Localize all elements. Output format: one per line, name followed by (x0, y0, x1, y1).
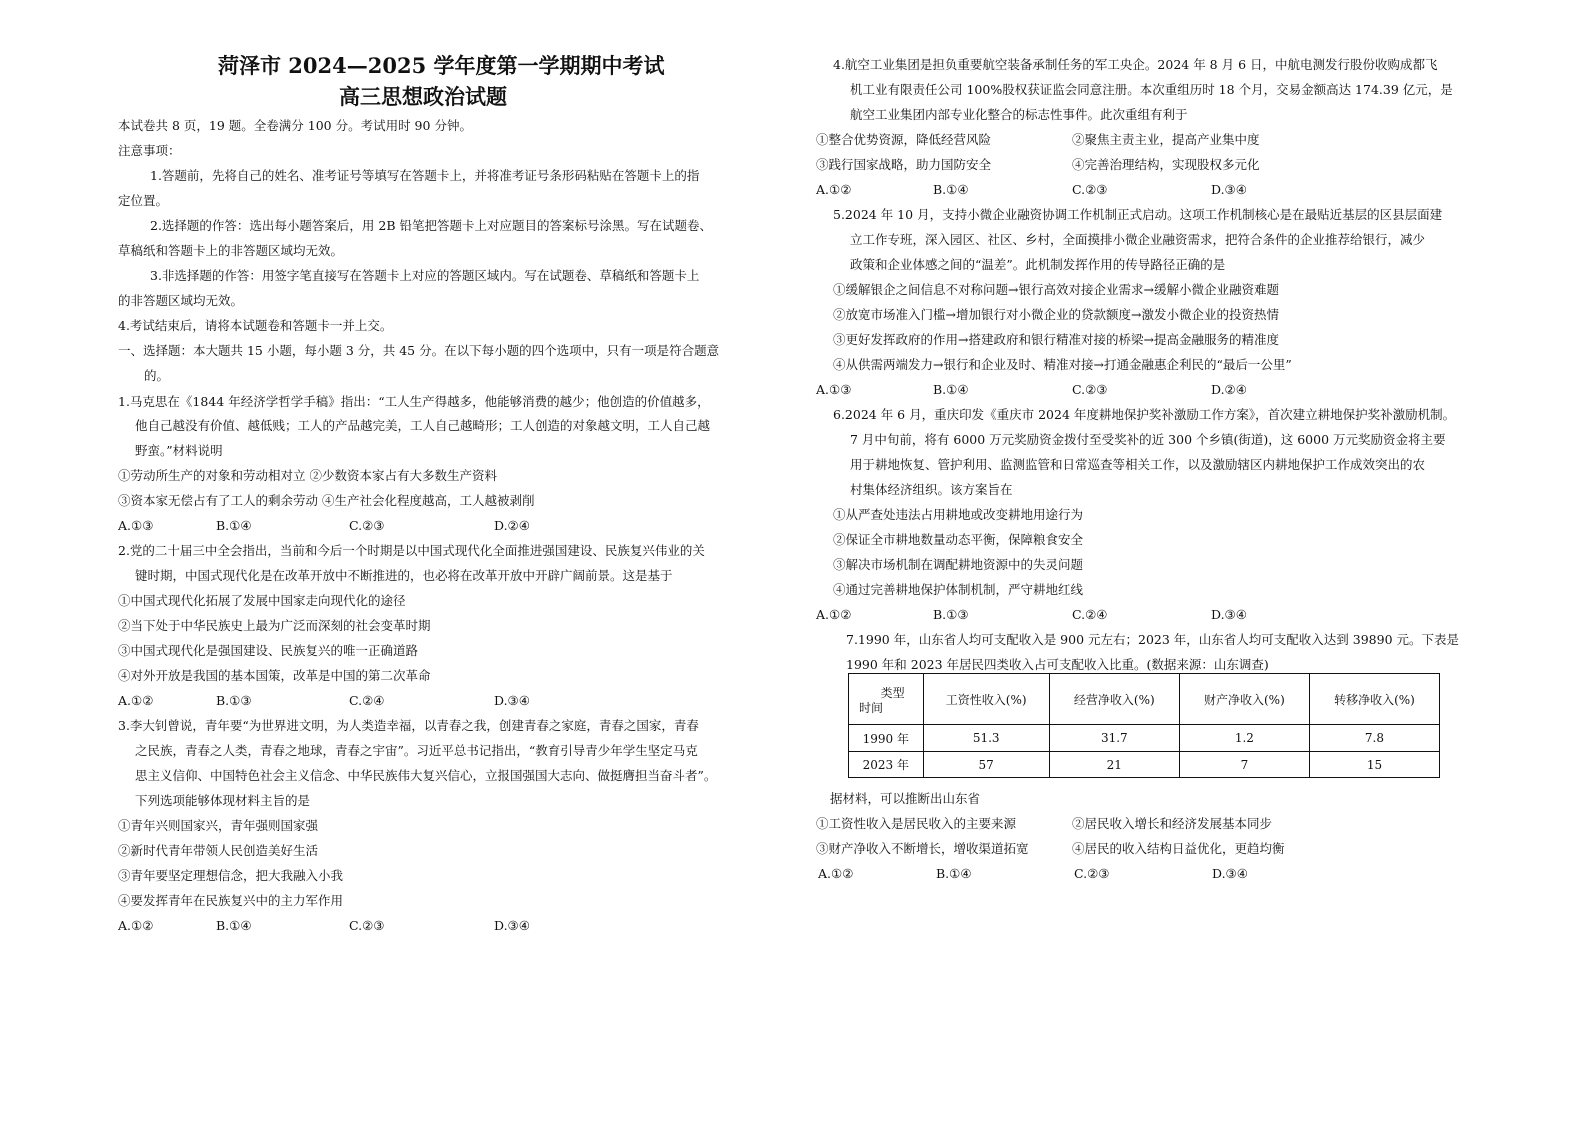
q3-statement-1: ①青年兴则国家兴，青年强则国家强 (118, 818, 319, 833)
q3-statement-3: ③青年要坚定理想信念，把大我融入小我 (118, 868, 344, 883)
q4-statement-3: ③践行国家战略，助力国防安全 (816, 157, 992, 172)
q1-statements-1: ①劳动所生产的对象和劳动相对立 ②少数资本家占有大多数生产资料 (118, 468, 497, 483)
q3-statement-4: ④要发挥青年在民族复兴中的主力军作用 (118, 893, 344, 908)
table-cell: 31.7 (1049, 725, 1179, 752)
table-header-row (849, 674, 1440, 725)
notice-1: 1.答题前，先将自己的姓名、准考证号等填写在答题卡上，并将准考证号条形码粘贴在答题卡上的指 (150, 168, 700, 183)
exam-summary: 本试卷共 8 页，19 题。全卷满分 100 分。考试用时 90 分钟。 (118, 118, 472, 133)
q1-stem-2: 他自己越没有价值、越低贱；工人的产品越完美，工人自己越畸形；工人创造的对象越文明，工人自己越 (135, 418, 711, 433)
q5-option-d[interactable]: D.②④ (1211, 382, 1247, 397)
q4-statement-1: ①整合优势资源，降低经营风险 (816, 132, 992, 147)
q1-option-a[interactable]: A.①③ (118, 518, 154, 533)
q4-option-d[interactable]: D.③④ (1211, 182, 1247, 197)
q2-statement-4: ④对外开放是我国的基本国策，改革是中国的第二次革命 (118, 668, 431, 683)
q3-option-c[interactable]: C.②③ (349, 918, 385, 933)
q6-stem-3: 用于耕地恢复、管护利用、监测监管和日常巡查等相关工作，以及激励辖区内耕地保护工作成效突出的农 (850, 457, 1426, 472)
q2-option-d[interactable]: D.③④ (494, 693, 530, 708)
q1-option-c[interactable]: C.②③ (349, 518, 385, 533)
q1-option-b[interactable]: B.①④ (216, 518, 252, 533)
q7-option-d[interactable]: D.③④ (1212, 866, 1248, 881)
q5-stem-3: 政策和企业体感之间的“温差”。此机制发挥作用的传导路径正确的是 (850, 257, 1226, 272)
q7-option-a[interactable]: A.①② (818, 866, 854, 881)
q3-stem-4: 下列选项能够体现材料主旨的是 (135, 793, 311, 808)
q6-option-b[interactable]: B.①③ (933, 607, 969, 622)
table-header-cell: 转移净收入(%) (1309, 674, 1439, 725)
q3-option-a[interactable]: A.①② (118, 918, 154, 933)
table-cell: 7.8 (1309, 725, 1439, 752)
q3-stem-2: 之民族，青春之人类，青春之地球，青春之宇宙”。习近平总书记指出，“教育引导青少年学生坚定马克 (135, 743, 698, 758)
q3-stem-3: 思主义信仰、中国特色社会主义信念、中华民族伟大复兴信心，立报国强国大志向、做挺膺担当奋斗者”。 (135, 768, 717, 783)
notice-title: 注意事项： (118, 143, 181, 158)
q5-statement-3: ③更好发挥政府的作用→搭建政府和银行精准对接的桥梁→提高金融服务的精准度 (833, 332, 1279, 347)
table-header-cell: 经营净收入(%) (1049, 674, 1179, 725)
table-cell: 57 (923, 752, 1049, 778)
q1-statements-2: ③资本家无偿占有了工人的剩余劳动 ④生产社会化程度越高，工人越被剥削 (118, 493, 535, 508)
q7-statement-4: ④居民的收入结构日益优化，更趋均衡 (1072, 841, 1285, 856)
q1-stem-3: 野蛮。”材料说明 (135, 443, 223, 458)
q6-option-d[interactable]: D.③④ (1211, 607, 1247, 622)
q3-option-d[interactable]: D.③④ (494, 918, 530, 933)
q4-statement-4: ④完善治理结构，实现股权多元化 (1072, 157, 1260, 172)
q3-stem: 3.李大钊曾说，青年要“为世界进文明，为人类造幸福，以青春之我，创建青春之家庭，青春之国家，青春 (118, 718, 699, 733)
q5-stem: 5.2024 年 10 月，支持小微企业融资协调工作机制正式启动。这项工作机制核心是在最贴近基层的区县层面建 (833, 207, 1443, 222)
q5-option-a[interactable]: A.①③ (816, 382, 852, 397)
q1-option-d[interactable]: D.②④ (494, 518, 530, 533)
q7-statement-3: ③财产净收入不断增长，增收渠道拓宽 (816, 841, 1029, 856)
q4-stem-3: 航空工业集团内部专业化整合的标志性事件。此次重组有利于 (850, 107, 1188, 122)
q4-option-a[interactable]: A.①② (816, 182, 852, 197)
q7-stem: 7.1990 年，山东省人均可支配收入是 900 元左右；2023 年，山东省人均可支配收入达到 39890 元。下表是 (846, 632, 1460, 647)
q2-statement-1: ①中国式现代化拓展了发展中国家走向现代化的途径 (118, 593, 406, 608)
section-heading: 一、选择题：本大题共 15 小题，每小题 3 分，共 45 分。在以下每小题的四个选项中，只有一项是符合题意 (118, 343, 720, 358)
table-cell: 7 (1179, 752, 1309, 778)
q7-option-b[interactable]: B.①④ (936, 866, 972, 881)
q2-statement-3: ③中国式现代化是强国建设、民族复兴的唯一正确道路 (118, 643, 419, 658)
q2-stem-2: 键时期，中国式现代化是在改革开放中不断推进的，也必将在改革开放中开辟广阔前景。这是基于 (135, 568, 673, 583)
notice-2: 2.选择题的作答：选出每小题答案后，用 2B 铅笔把答题卡上对应题目的答案标号涂黑。写在试题卷、 (150, 218, 713, 233)
table-cell: 15 (1309, 752, 1439, 778)
q6-statement-4: ④通过完善耕地保护体制机制，严守耕地红线 (833, 582, 1084, 597)
notice-3: 3.非选择题的作答：用签字笔直接写在答题卡上对应的答题区域内。写在试题卷、草稿纸和答题卡上 (150, 268, 700, 283)
q6-stem-2: 7 月中旬前，将有 6000 万元奖励资金拨付至受奖补的近 300 个乡镇(街道)，这 6000 万元奖励资金将主要 (850, 432, 1446, 447)
table-cell: 21 (1049, 752, 1179, 778)
table-row-year: 1990 年 (849, 725, 924, 752)
q2-option-c[interactable]: C.②④ (349, 693, 385, 708)
q4-option-b[interactable]: B.①④ (933, 182, 969, 197)
q2-stem: 2.党的二十届三中全会指出，当前和今后一个时期是以中国式现代化全面推进强国建设、民族复兴伟业的关 (118, 543, 705, 558)
q5-statement-1: ①缓解银企之间信息不对称问题→银行高效对接企业需求→缓解小微企业融资难题 (833, 282, 1279, 297)
exam-subtitle: 高三思想政治试题 (339, 84, 507, 109)
notice-2-cont: 草稿纸和答题卡上的非答题区域均无效。 (118, 243, 344, 258)
q6-statement-2: ②保证全市耕地数量动态平衡，保障粮食安全 (833, 532, 1084, 547)
q6-option-a[interactable]: A.①② (816, 607, 852, 622)
q4-stem: 4.航空工业集团是担负重要航空装备承制任务的军工央企。2024 年 8 月 6 日，中航电测发行股份收购成都飞 (833, 57, 1438, 72)
table-cell: 1.2 (1179, 725, 1309, 752)
q7-option-c[interactable]: C.②③ (1074, 866, 1110, 881)
q5-statement-4: ④从供需两端发力→银行和企业及时、精准对接→打通金融惠企利民的“最后一公里” (833, 357, 1292, 372)
table-header-cell: 财产净收入(%) (1179, 674, 1309, 725)
q7-statement-2: ②居民收入增长和经济发展基本同步 (1072, 816, 1273, 831)
table-header-cell: 工资性收入(%) (923, 674, 1049, 725)
q7-stem-3: 据材料，可以推断出山东省 (830, 791, 981, 806)
corner-time-label: 时间 (859, 701, 884, 715)
notice-4: 4.考试结束后，请将本试题卷和答题卡一并上交。 (118, 318, 393, 333)
q6-statement-3: ③解决市场机制在调配耕地资源中的失灵问题 (833, 557, 1084, 572)
table-row (849, 752, 1440, 778)
q6-statement-1: ①从严查处违法占用耕地或改变耕地用途行为 (833, 507, 1084, 522)
q7-statement-1: ①工资性收入是居民收入的主要来源 (816, 816, 1017, 831)
corner-type-label: 类型 (880, 686, 905, 700)
q7-stem-2: 1990 年和 2023 年居民四类收入占可支配收入比重。(数据来源：山东调查) (846, 657, 1269, 672)
q5-statement-2: ②放宽市场准入门槛→增加银行对小微企业的贷款额度→激发小微企业的投资热情 (833, 307, 1279, 322)
q4-option-c[interactable]: C.②③ (1072, 182, 1108, 197)
notice-3-cont: 的非答题区域均无效。 (118, 293, 244, 308)
q2-statement-2: ②当下处于中华民族史上最为广泛而深刻的社会变革时期 (118, 618, 431, 633)
table-corner-cell (849, 674, 924, 725)
q5-option-b[interactable]: B.①④ (933, 382, 969, 397)
q3-option-b[interactable]: B.①④ (216, 918, 252, 933)
table-cell: 51.3 (923, 725, 1049, 752)
q4-statement-2: ②聚焦主责主业，提高产业集中度 (1072, 132, 1260, 147)
q4-stem-2: 机工业有限责任公司 100%股权获证监会同意注册。本次重组历时 18 个月，交易金额高达 174.39 亿元，是 (850, 82, 1453, 97)
q2-option-a[interactable]: A.①② (118, 693, 154, 708)
q6-option-c[interactable]: C.②④ (1072, 607, 1108, 622)
income-table (848, 673, 1440, 778)
q3-statement-2: ②新时代青年带领人民创造美好生活 (118, 843, 319, 858)
exam-title: 菏泽市 2024—2025 学年度第一学期期中考试 (218, 53, 665, 78)
section-heading-cont: 的。 (144, 368, 170, 383)
q1-stem: 1.马克思在《1844 年经济学哲学手稿》指出：“工人生产得越多，他能够消费的越少；他创造的价值越多， (118, 394, 710, 409)
q5-stem-2: 立工作专班，深入园区、社区、乡村，全面摸排小微企业融资需求，把符合条件的企业推荐给银行，减少 (850, 232, 1426, 247)
table-row (849, 725, 1440, 752)
table-row-year: 2023 年 (849, 752, 924, 778)
q2-option-b[interactable]: B.①③ (216, 693, 252, 708)
q6-stem-4: 村集体经济组织。该方案旨在 (850, 482, 1013, 497)
q5-option-c[interactable]: C.②③ (1072, 382, 1108, 397)
q6-stem: 6.2024 年 6 月，重庆印发《重庆市 2024 年度耕地保护奖补激励工作方案》，首次建立耕地保护奖补激励机制。 (833, 407, 1456, 422)
notice-1-cont: 定位置。 (118, 193, 169, 208)
